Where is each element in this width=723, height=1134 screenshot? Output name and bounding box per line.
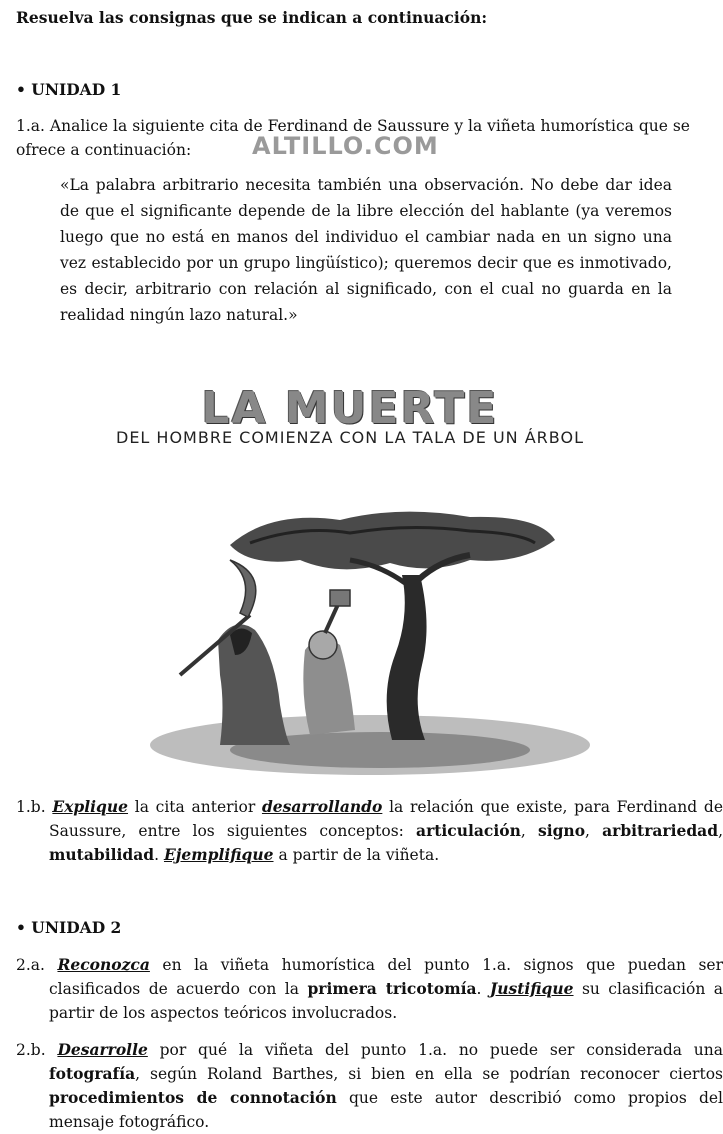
question-number: 1.b. (16, 798, 46, 816)
question-text: . (476, 980, 490, 998)
concept-signo: signo (537, 821, 586, 840)
question-text: Analice la siguiente cita de Ferdinand de Saussure y la viñeta humorística que se ofrece a continuación: (16, 117, 690, 159)
concept-arbitrariedad: arbitrariedad (602, 821, 719, 840)
keyword-ejemplifique: Ejemplifique (163, 845, 274, 864)
question-text: , según Roland Barthes, si bien en ella se podrían reconocer ciertos (135, 1065, 723, 1083)
separator: . (154, 846, 164, 864)
concept-primera-tricotomia: primera tricotomía (307, 979, 477, 998)
question-2b (16, 1038, 723, 1134)
separator: , (520, 822, 538, 840)
question-1b (16, 795, 723, 867)
watermark: ALTILLO.COM (252, 132, 439, 160)
concept-mutabilidad: mutabilidad (49, 845, 155, 864)
keyword-desarrollando: desarrollando (261, 797, 383, 816)
instructions-heading: Resuelva las consignas que se indican a continuación: (16, 8, 488, 27)
question-text: la relación que existe, para Ferdinand de Saussure, entre los siguientes conceptos: (49, 798, 723, 840)
cartoon-illustration (140, 505, 580, 780)
question-text: en la viñeta humorística del punto 1.a. signos que puedan ser clasificados de acuerdo con la (49, 956, 723, 998)
question-text: a partir de la viñeta. (273, 846, 440, 864)
separator: , (585, 822, 603, 840)
keyword-desarrolle: Desarrolle (57, 1040, 148, 1059)
concept-procedimientos-connotacion: procedimientos de connotación (49, 1088, 337, 1107)
unit-1-heading: • UNIDAD 1 (16, 80, 122, 99)
cartoon-subtitle: DEL HOMBRE COMIENZA CON LA TALA DE UN ÁRBOL (116, 428, 584, 447)
concept-fotografia: fotografía (49, 1064, 136, 1083)
question-text: que este autor describió como propios del mensaje fotográfico. (49, 1089, 723, 1131)
concept-articulacion: articulación (416, 821, 521, 840)
cartoon-title: LA MUERTE (201, 383, 499, 434)
question-text: la cita anterior (128, 798, 262, 816)
question-2a (16, 953, 723, 1025)
question-number: 2.a. (16, 956, 45, 974)
keyword-explique: Explique (52, 797, 129, 816)
saussure-quote: «La palabra arbitrario necesita también una observación. No debe dar idea de que el significante depende de la libre elección del hablante (ya veremos luego que no está en manos del individuo el cambiar nada en un signo una vez establecido por un grupo lingüístico); queremos decir que es inmotivado, es decir, arbitrario con relación al significado, con el cual no guarda en la realidad ningún lazo natural.» (60, 176, 672, 324)
question-text: su clasificación a partir de los aspectos teóricos involucrados. (49, 980, 723, 1022)
question-number: 2.b. (16, 1041, 46, 1059)
keyword-reconozca: Reconozca (57, 955, 150, 974)
question-text: por qué la viñeta del punto 1.a. no puede ser considerada una (147, 1041, 723, 1059)
question-number: 1.a. (16, 117, 45, 135)
unit-2-heading: • UNIDAD 2 (16, 918, 122, 937)
separator: , (718, 822, 723, 840)
keyword-justifique: Justifique (489, 979, 574, 998)
